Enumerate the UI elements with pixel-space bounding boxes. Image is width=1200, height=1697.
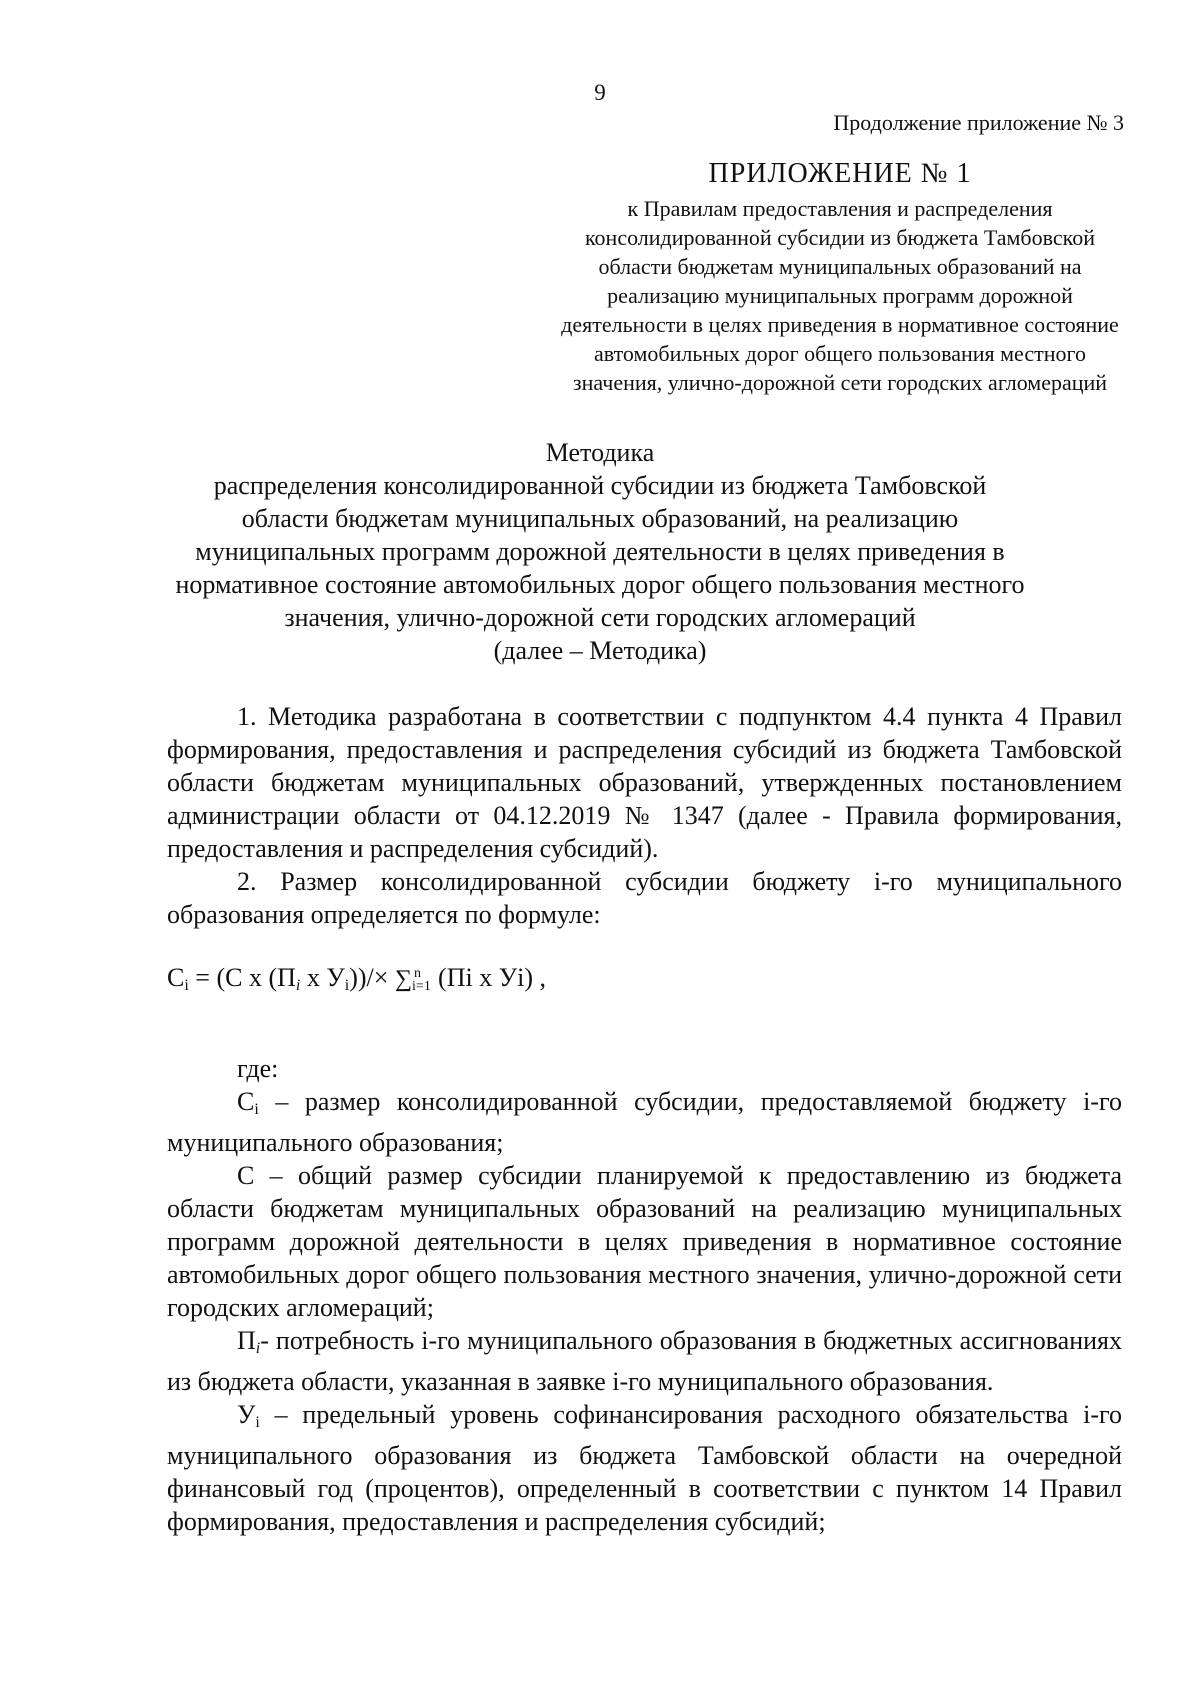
pi-subscript: i bbox=[255, 1340, 261, 1357]
definition-pi bbox=[167, 1324, 1122, 1398]
method-line: нормативное состояние автомобильных дорог общего пользования местного bbox=[175, 570, 1025, 599]
formula-lhs-sub: i bbox=[184, 977, 189, 994]
formula-part2-sub: i bbox=[344, 977, 350, 994]
sum-upper-limit: n bbox=[414, 966, 422, 982]
method-line: муниципальных программ дорожной деятельности в целях приведения в bbox=[195, 537, 1005, 566]
yi-text: – предельный уровень софинансирования расходного обязательства i-го муниципального образования из бюджета Тамбовской области на очередной финансовый год (процентов), определенный в соответствии с пунктом 14 Правил формирования, предоставления и распределения субсидий; bbox=[167, 1400, 1122, 1536]
page-number: 9 bbox=[594, 80, 606, 105]
method-title: Методика bbox=[545, 438, 655, 467]
ci-subscript: i bbox=[254, 1101, 259, 1118]
where-label: где: bbox=[237, 1054, 279, 1083]
body-text bbox=[167, 700, 1122, 1538]
formula-part2: х У bbox=[300, 963, 345, 992]
pi-text: - потребность i-го муниципального образования в бюджетных ассигнованиях из бюджета области, указанная в заявке i-го муниципального образования. bbox=[167, 1326, 1122, 1396]
yi-symbol: У bbox=[237, 1400, 256, 1429]
method-line: (далее – Методика) bbox=[493, 636, 707, 665]
formula-part1-sub: i bbox=[295, 977, 301, 994]
paragraph-2: 2. Размер консолидированной субсидии бюджету i-го муниципального образования определяется по формуле: bbox=[167, 867, 1122, 929]
formula bbox=[167, 961, 1122, 1002]
sum-limits bbox=[412, 965, 438, 995]
method-line: области бюджетам муниципальных образований, на реализацию bbox=[241, 504, 959, 533]
sum-lower-limit: i=1 bbox=[412, 979, 431, 995]
ci-text: – размер консолидированной субсидии, предоставляемой бюджету i-го муниципального образования; bbox=[167, 1087, 1122, 1157]
appendix-line: области бюджетам муниципальных образований на bbox=[598, 254, 1082, 279]
sum-symbol: ∑ bbox=[394, 966, 413, 992]
formula-lhs: C bbox=[167, 963, 185, 992]
appendix-line: реализацию муниципальных программ дорожной bbox=[607, 283, 1073, 308]
appendix-line: к Правилам предоставления и распределения bbox=[627, 196, 1053, 221]
method-heading bbox=[150, 436, 1050, 667]
formula-part3: ))/× bbox=[349, 963, 395, 992]
appendix-line: деятельности в целях приведения в нормативное состояние bbox=[561, 312, 1119, 337]
appendix-header bbox=[520, 158, 1160, 397]
definition-c: С – общий размер субсидии планируемой к предоставлению из бюджета области бюджетам муниципальных образований на реализацию муниципальных программ дорожной деятельности в целях приведения в нормативное состояние автомобильных дорог общего пользования местного значения, улично-дорожной сети городских агломераций; bbox=[167, 1161, 1122, 1322]
pi-symbol: П bbox=[237, 1326, 256, 1355]
yi-subscript: i bbox=[255, 1414, 260, 1431]
appendix-line: консолидированной субсидии из бюджета Тамбовской bbox=[584, 225, 1095, 250]
ci-symbol: C bbox=[237, 1087, 255, 1116]
definition-ci bbox=[167, 1085, 1122, 1159]
formula-part1: = (С х (П bbox=[188, 963, 296, 992]
paragraph-1: 1. Методика разработана в соответствии с подпунктом 4.4 пункта 4 Правил формирования, предоставления и распределения субсидий из бюджета Тамбовской области бюджетам муниципальных образований, утвержденных постановлением администрации области от 04.12.2019 № 1347 (далее - Правила формирования, предоставления и распределения субсидий). bbox=[167, 702, 1122, 863]
method-line: значения, улично-дорожной сети городских агломераций bbox=[284, 603, 916, 632]
method-line: распределения консолидированной субсидии из бюджета Тамбовской bbox=[213, 471, 987, 500]
appendix-line: значения, улично-дорожной сети городских агломераций bbox=[572, 370, 1108, 395]
formula-part4: (Пi х Уi) , bbox=[438, 963, 546, 992]
continuation-note: Продолжение приложение № 3 bbox=[833, 110, 1124, 135]
definition-yi bbox=[167, 1398, 1122, 1538]
appendix-title: ПРИЛОЖЕНИЕ № 1 bbox=[708, 158, 972, 189]
appendix-line: автомобильных дорог общего пользования местного bbox=[593, 341, 1086, 366]
